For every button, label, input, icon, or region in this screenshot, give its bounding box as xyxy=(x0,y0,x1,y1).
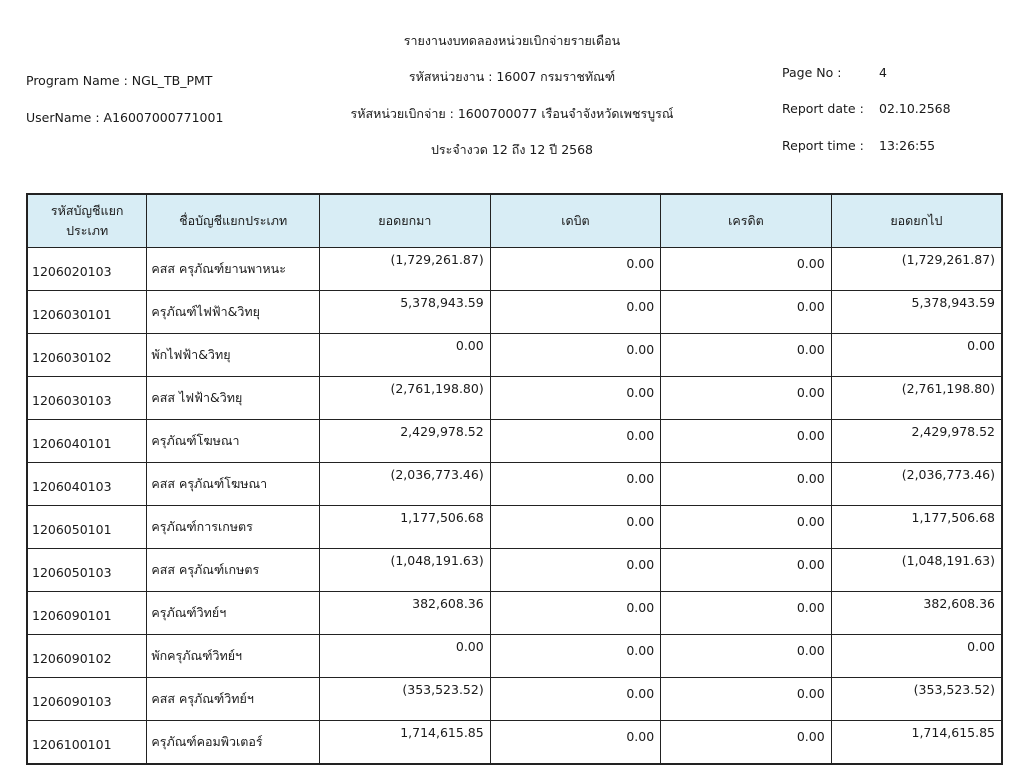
table-row xyxy=(27,420,1002,463)
cell-account-code: 1206050101 xyxy=(27,506,147,549)
report-period: ประจำงวด 12 ถึง 12 ปี 2568 xyxy=(430,142,594,157)
agency-code: รหัสหน่วยงาน : 16007 กรมราชทัณฑ์ xyxy=(408,69,616,84)
header-debit: เดบิต xyxy=(490,194,660,248)
cell-account-code: 1206050103 xyxy=(27,549,147,592)
trial-balance-table xyxy=(26,193,1003,765)
cell-account-code: 1206090103 xyxy=(27,678,147,721)
cell-opening-balance: 0.00 xyxy=(319,635,490,678)
cell-credit: 0.00 xyxy=(661,592,832,635)
cell-opening-balance: (2,036,773.46) xyxy=(319,463,490,506)
cell-debit: 0.00 xyxy=(490,592,660,635)
cell-debit: 0.00 xyxy=(490,334,660,377)
cell-closing-balance: 0.00 xyxy=(831,334,1002,377)
header-opening-balance: ยอดยกมา xyxy=(319,194,490,248)
cell-debit: 0.00 xyxy=(490,678,660,721)
cell-account-name: ครุภัณฑ์วิทย์ฯ xyxy=(147,592,320,635)
table-row xyxy=(27,721,1002,765)
table-row xyxy=(27,377,1002,420)
table-row xyxy=(27,592,1002,635)
cell-account-code: 1206090101 xyxy=(27,592,147,635)
report-title: รายงานงบทดลองหน่วยเบิกจ่ายรายเดือน xyxy=(403,33,621,48)
cell-debit: 0.00 xyxy=(490,420,660,463)
username: UserName : A16007000771001 xyxy=(26,110,224,125)
cell-account-name: พักไฟฟ้า&วิทยุ xyxy=(147,334,320,377)
cell-debit: 0.00 xyxy=(490,506,660,549)
page-number-value: 4 xyxy=(879,65,887,80)
report-date-value: 02.10.2568 xyxy=(879,101,951,116)
cell-credit: 0.00 xyxy=(661,291,832,334)
cell-account-code: 1206090102 xyxy=(27,635,147,678)
cell-debit: 0.00 xyxy=(490,377,660,420)
table-row xyxy=(27,248,1002,291)
cell-account-name: คสส ครุภัณฑ์ยานพาหนะ xyxy=(147,248,320,291)
cell-opening-balance: 1,714,615.85 xyxy=(319,721,490,765)
cell-closing-balance: (1,729,261.87) xyxy=(831,248,1002,291)
report-time-label: Report time : xyxy=(782,138,864,153)
cell-credit: 0.00 xyxy=(661,420,832,463)
cell-opening-balance: (353,523.52) xyxy=(319,678,490,721)
cell-opening-balance: 2,429,978.52 xyxy=(319,420,490,463)
cell-credit: 0.00 xyxy=(661,334,832,377)
cell-opening-balance: 382,608.36 xyxy=(319,592,490,635)
cell-opening-balance: 0.00 xyxy=(319,334,490,377)
table-row xyxy=(27,635,1002,678)
table-row xyxy=(27,291,1002,334)
report-date-label: Report date : xyxy=(782,101,864,116)
disbursing-unit-code: รหัสหน่วยเบิกจ่าย : 1600700077 เรือนจำจังหวัดเพชรบูรณ์ xyxy=(350,106,674,121)
cell-account-code: 1206100101 xyxy=(27,721,147,765)
cell-credit: 0.00 xyxy=(661,635,832,678)
cell-closing-balance: 382,608.36 xyxy=(831,592,1002,635)
header-account-name: ชื่อบัญชีแยกประเภท xyxy=(147,194,320,248)
table-row xyxy=(27,506,1002,549)
cell-account-code: 1206020103 xyxy=(27,248,147,291)
cell-closing-balance: 2,429,978.52 xyxy=(831,420,1002,463)
cell-debit: 0.00 xyxy=(490,635,660,678)
table-row xyxy=(27,678,1002,721)
cell-debit: 0.00 xyxy=(490,463,660,506)
cell-account-name: คสส ครุภัณฑ์วิทย์ฯ xyxy=(147,678,320,721)
cell-debit: 0.00 xyxy=(490,291,660,334)
cell-account-name: พักครุภัณฑ์วิทย์ฯ xyxy=(147,635,320,678)
cell-closing-balance: 1,714,615.85 xyxy=(831,721,1002,765)
cell-account-code: 1206030101 xyxy=(27,291,147,334)
program-name: Program Name : NGL_TB_PMT xyxy=(26,73,213,88)
cell-account-code: 1206040101 xyxy=(27,420,147,463)
cell-opening-balance: (1,048,191.63) xyxy=(319,549,490,592)
page-number-label: Page No : xyxy=(782,65,842,80)
cell-account-code: 1206030103 xyxy=(27,377,147,420)
cell-credit: 0.00 xyxy=(661,377,832,420)
cell-account-name: ครุภัณฑ์การเกษตร xyxy=(147,506,320,549)
cell-account-name: คสส ครุภัณฑ์เกษตร xyxy=(147,549,320,592)
cell-closing-balance: 1,177,506.68 xyxy=(831,506,1002,549)
cell-credit: 0.00 xyxy=(661,506,832,549)
cell-opening-balance: (1,729,261.87) xyxy=(319,248,490,291)
cell-account-name: ครุภัณฑ์ไฟฟ้า&วิทยุ xyxy=(147,291,320,334)
cell-closing-balance: (353,523.52) xyxy=(831,678,1002,721)
cell-credit: 0.00 xyxy=(661,678,832,721)
cell-credit: 0.00 xyxy=(661,549,832,592)
cell-account-name: ครุภัณฑ์คอมพิวเตอร์ xyxy=(147,721,320,765)
cell-closing-balance: 5,378,943.59 xyxy=(831,291,1002,334)
cell-debit: 0.00 xyxy=(490,549,660,592)
cell-closing-balance: (1,048,191.63) xyxy=(831,549,1002,592)
cell-account-name: ครุภัณฑ์โฆษณา xyxy=(147,420,320,463)
cell-account-name: คสส ครุภัณฑ์โฆษณา xyxy=(147,463,320,506)
table-row xyxy=(27,549,1002,592)
cell-credit: 0.00 xyxy=(661,248,832,291)
cell-credit: 0.00 xyxy=(661,721,832,765)
report-time-value: 13:26:55 xyxy=(879,138,936,153)
table-header-row xyxy=(27,194,1002,248)
header-credit: เครดิต xyxy=(661,194,832,248)
cell-opening-balance: 1,177,506.68 xyxy=(319,506,490,549)
cell-opening-balance: 5,378,943.59 xyxy=(319,291,490,334)
table-row xyxy=(27,463,1002,506)
cell-opening-balance: (2,761,198.80) xyxy=(319,377,490,420)
cell-credit: 0.00 xyxy=(661,463,832,506)
cell-debit: 0.00 xyxy=(490,721,660,765)
cell-account-name: คสส ไฟฟ้า&วิทยุ xyxy=(147,377,320,420)
header-closing-balance: ยอดยกไป xyxy=(831,194,1002,248)
cell-account-code: 1206030102 xyxy=(27,334,147,377)
table-row xyxy=(27,334,1002,377)
cell-closing-balance: (2,761,198.80) xyxy=(831,377,1002,420)
cell-account-code: 1206040103 xyxy=(27,463,147,506)
cell-closing-balance: (2,036,773.46) xyxy=(831,463,1002,506)
cell-closing-balance: 0.00 xyxy=(831,635,1002,678)
cell-debit: 0.00 xyxy=(490,248,660,291)
header-account-code: รหัสบัญชีแยกประเภท xyxy=(27,194,147,248)
